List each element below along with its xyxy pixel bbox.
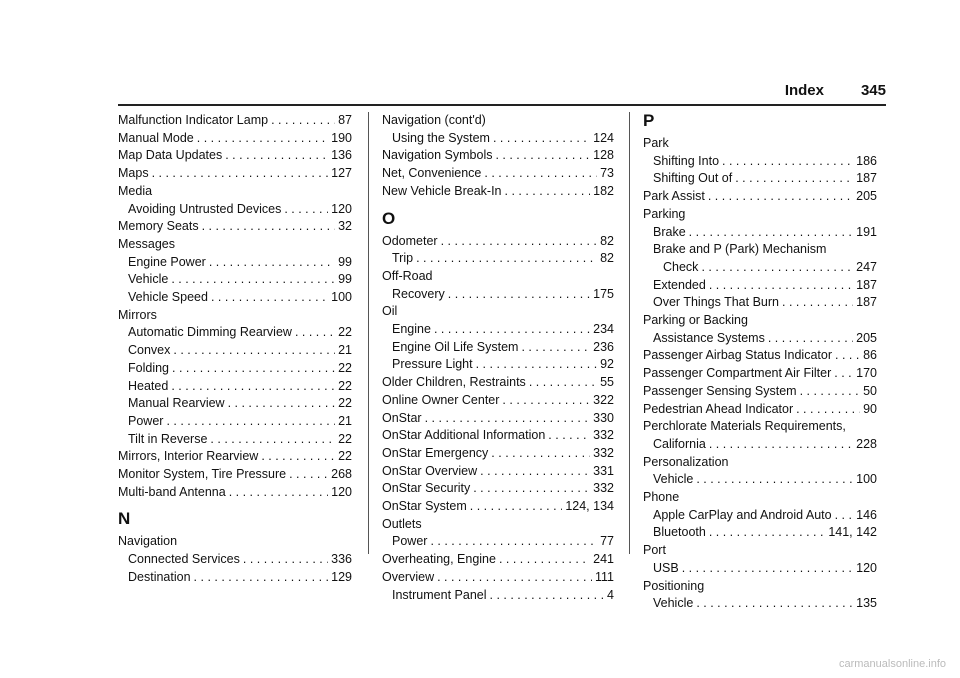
index-heading: Phone <box>643 490 680 505</box>
index-column-3 <box>643 112 877 613</box>
index-title: Index <box>784 82 824 99</box>
section-letter: O <box>382 208 396 228</box>
section-letter: P <box>643 111 655 130</box>
index-subentry: Convex . . . 21 <box>118 342 352 360</box>
index-entry: Odometer . . . 82 <box>382 233 614 251</box>
index-subentry: Vehicle Speed . . . 100 <box>118 289 352 307</box>
index-heading: Mirrors <box>118 307 157 322</box>
index-subentry: Destination . . . 129 <box>118 569 352 587</box>
index-subentry: Apple CarPlay and Android Auto . . . 146 <box>643 507 877 525</box>
index-entry: Maps . . . 127 <box>118 165 352 183</box>
index-heading: Parking or Backing <box>643 313 748 328</box>
index-subheading: Brake and P (Park) Mechanism <box>653 242 827 257</box>
index-entry: New Vehicle Break-In . . . 182 <box>382 183 614 201</box>
index-heading: Personalization <box>643 454 729 469</box>
index-subentry: Vehicle . . . 99 <box>118 271 352 289</box>
index-heading: Navigation <box>118 534 178 549</box>
index-subentry: Avoiding Untrusted Devices . . . 120 <box>118 201 352 219</box>
index-heading: Outlets <box>382 516 422 531</box>
index-entry: OnStar . . . 330 <box>382 410 614 428</box>
index-entry: Pedestrian Ahead Indicator . . . 90 <box>643 401 877 419</box>
index-subentry: Vehicle . . . 135 <box>643 595 877 613</box>
index-entry: Passenger Airbag Status Indicator . . . 86 <box>643 347 877 365</box>
index-heading: Park <box>643 136 669 150</box>
index-subentry: Shifting Into . . . 186 <box>643 153 877 171</box>
index-entry: Net, Convenience . . . 73 <box>382 165 614 183</box>
index-heading: Positioning <box>643 578 705 593</box>
index-column-1 <box>118 112 352 587</box>
index-heading: Media <box>118 183 153 198</box>
index-entry: Manual Mode . . . 190 <box>118 130 352 148</box>
index-subentry: Assistance Systems . . . 205 <box>643 330 877 348</box>
index-entry: OnStar Emergency . . . 332 <box>382 445 614 463</box>
index-subentry: Tilt in Reverse . . . 22 <box>118 431 352 449</box>
index-subentry: Check . . . 247 <box>643 259 877 277</box>
index-heading: Navigation (cont'd) <box>382 113 486 127</box>
index-entry: Park Assist . . . 205 <box>643 188 877 206</box>
index-subentry: Engine . . . 234 <box>382 321 614 339</box>
index-entry: Memory Seats . . . 32 <box>118 218 352 236</box>
index-entry: Malfunction Indicator Lamp . . . 87 <box>118 112 352 130</box>
index-subentry: Pressure Light . . . 92 <box>382 356 614 374</box>
index-subentry: Instrument Panel . . . 4 <box>382 587 614 605</box>
index-subentry: Engine Power . . . 99 <box>118 254 352 272</box>
index-entry: Overview . . . 111 <box>382 569 614 587</box>
index-subentry: Engine Oil Life System . . . 236 <box>382 339 614 357</box>
column-divider <box>368 112 369 554</box>
index-subentry: Over Things That Burn . . . 187 <box>643 294 877 312</box>
index-subentry: Manual Rearview . . . 22 <box>118 395 352 413</box>
index-subentry: Power . . . 77 <box>382 533 614 551</box>
index-entry: Map Data Updates . . . 136 <box>118 147 352 165</box>
index-entry: Older Children, Restraints . . . 55 <box>382 374 614 392</box>
index-entry: OnStar Overview . . . 331 <box>382 463 614 481</box>
index-entry: OnStar Security . . . 332 <box>382 480 614 498</box>
index-subentry: Extended . . . 187 <box>643 277 877 295</box>
index-entry: Passenger Compartment Air Filter . . . 170 <box>643 365 877 383</box>
index-entry: Overheating, Engine . . . 241 <box>382 551 614 569</box>
index-subentry: Power . . . 21 <box>118 413 352 431</box>
index-subentry: Shifting Out of . . . 187 <box>643 170 877 188</box>
index-entry: OnStar System . . . 124, 134 <box>382 498 614 516</box>
index-heading: Perchlorate Materials Requirements, <box>643 419 846 434</box>
index-entry: OnStar Additional Information . . . 332 <box>382 427 614 445</box>
index-subentry: Recovery . . . 175 <box>382 286 614 304</box>
watermark: carmanualsonline.info <box>838 658 946 670</box>
index-subentry: Heated . . . 22 <box>118 378 352 396</box>
index-subentry: Connected Services . . . 336 <box>118 551 352 569</box>
index-heading: Messages <box>118 236 175 251</box>
index-heading: Port <box>643 543 666 558</box>
index-column-2 <box>382 112 614 604</box>
index-entry: Online Owner Center . . . 322 <box>382 392 614 410</box>
index-entry: Navigation Symbols . . . 128 <box>382 147 614 165</box>
page-header <box>118 80 886 106</box>
index-subentry: Automatic Dimming Rearview . . . 22 <box>118 324 352 342</box>
index-entry: Passenger Sensing System . . . 50 <box>643 383 877 401</box>
index-heading: Off-Road <box>382 268 433 283</box>
index-subentry: Folding . . . 22 <box>118 360 352 378</box>
index-heading: Parking <box>643 206 686 221</box>
index-entry: Mirrors, Interior Rearview . . . 22 <box>118 448 352 466</box>
page-number: 345 <box>860 82 886 99</box>
index-subentry: Vehicle . . . 100 <box>643 471 877 489</box>
index-subentry: Brake . . . 191 <box>643 224 877 242</box>
index-subentry: Bluetooth . . . 141, 142 <box>643 524 877 542</box>
index-entry: Multi-band Antenna . . . 120 <box>118 484 352 502</box>
section-letter: N <box>118 509 131 529</box>
index-subentry: Trip . . . 82 <box>382 250 614 268</box>
index-subentry: California . . . 228 <box>643 436 877 454</box>
index-entry: Monitor System, Tire Pressure . . . 268 <box>118 466 352 484</box>
index-heading: Oil <box>382 304 398 319</box>
column-divider <box>629 112 630 554</box>
index-subentry: Using the System . . . 124 <box>382 130 614 148</box>
index-subentry: USB . . . 120 <box>643 560 877 578</box>
